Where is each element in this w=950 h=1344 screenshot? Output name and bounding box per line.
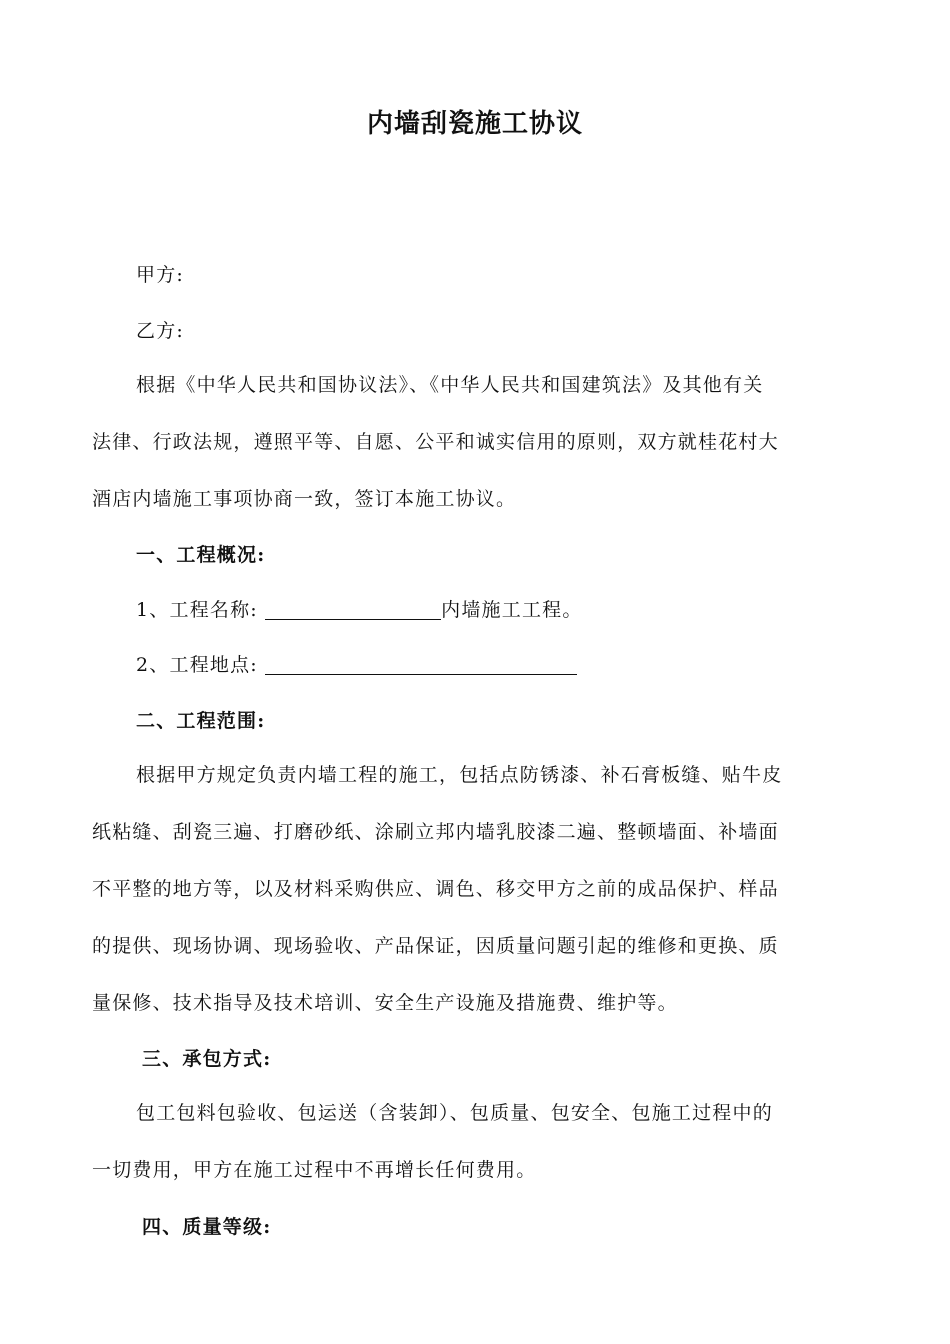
project-name-suffix: 内墙施工工程。 <box>441 599 583 621</box>
project-name-label: 1、工程名称: <box>136 599 258 621</box>
scope-line-5: 量保修、技术指导及技术培训、安全生产设施及措施费、维护等。 <box>92 992 678 1014</box>
scope-line-2: 纸粘缝、刮瓷三遍、打磨砂纸、涂刷立邦内墙乳胶漆二遍、整顿墙面、补墙面 <box>92 821 779 843</box>
intro-line-1: 根据《中华人民共和国协议法》、《中华人民共和国建筑法》及其他有关 <box>136 374 764 396</box>
intro-line-2: 法律、行政法规，遵照平等、自愿、公平和诚实信用的原则，双方就桂花村大 <box>92 431 779 453</box>
scope-line-3: 不平整的地方等，以及材料采购供应、调色、移交甲方之前的成品保护、样品 <box>92 878 779 900</box>
section-2-heading: 二、工程范围: <box>136 710 266 732</box>
intro-line-3: 酒店内墙施工事项协商一致，签订本施工协议。 <box>92 488 517 510</box>
contract-mode-line-2: 一切费用，甲方在施工过程中不再增长任何费用。 <box>92 1159 537 1181</box>
project-location-label: 2、工程地点: <box>136 654 258 676</box>
project-location-row <box>136 650 862 680</box>
scope-line-4: 的提供、现场协调、现场验收、产品保证，因质量问题引起的维修和更换、质 <box>92 935 779 957</box>
project-location-blank <box>265 652 577 675</box>
party-b-label: 乙方: <box>136 320 185 342</box>
scope-line-1: 根据甲方规定负责内墙工程的施工，包括点防锈漆、补石膏板缝、贴牛皮 <box>136 764 783 786</box>
section-1-heading: 一、工程概况: <box>136 544 266 566</box>
project-name-blank <box>265 597 441 620</box>
section-3-heading: 三、承包方式: <box>142 1048 272 1070</box>
party-a-label: 甲方: <box>136 264 185 286</box>
document-title: 内墙刮瓷施工协议 <box>366 109 583 139</box>
project-name-row <box>136 595 862 625</box>
section-4-heading: 四、质量等级: <box>142 1216 272 1238</box>
contract-mode-line-1: 包工包料包验收、包运送（含装卸）、包质量、包安全、包施工过程中的 <box>136 1102 773 1124</box>
